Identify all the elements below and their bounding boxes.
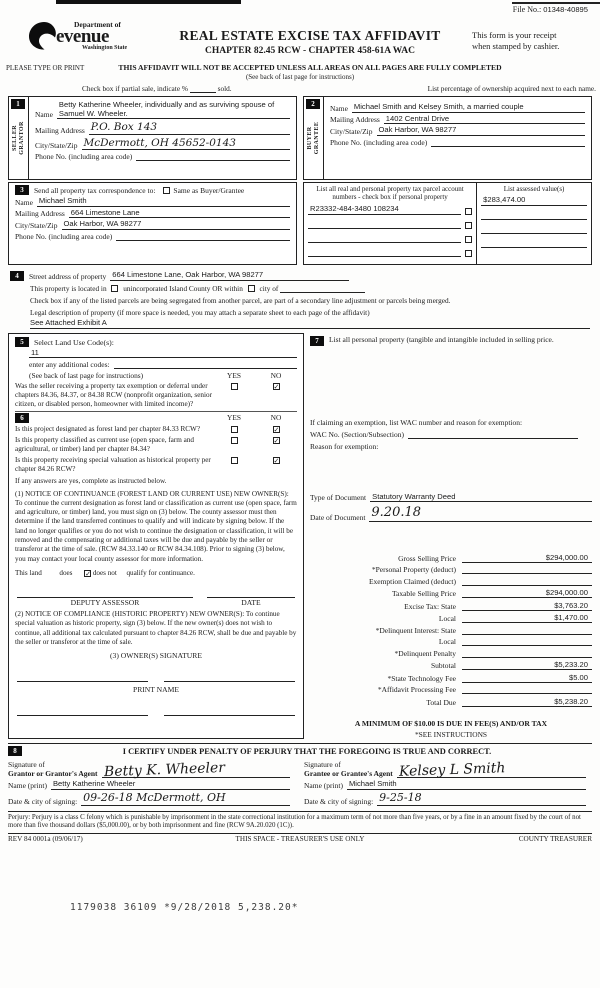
section-1-badge: 1 — [11, 99, 25, 109]
excise-tax-state[interactable]: $3,763.20 — [462, 601, 592, 611]
correspondence-citystatezip-field — [15, 220, 290, 230]
parcel-number-value[interactable]: R23332-484-3480 108234 — [308, 205, 461, 215]
grantee-print-label: Name (print) — [304, 780, 343, 790]
correspondence-name-field — [15, 197, 290, 207]
form-title: REAL ESTATE EXCISE TAX AFFIDAVIT — [179, 28, 441, 43]
assessed-value-row — [481, 196, 587, 206]
grantor-signature-value[interactable]: Betty K. Wheeler — [102, 763, 290, 778]
grantee-signature-label: Signature of Grantee or Grantee's Agent — [304, 760, 393, 779]
logo-state-text: Washington State — [82, 45, 128, 52]
mailing-label: Mailing Address — [15, 209, 65, 219]
name-label: Name — [35, 110, 53, 120]
logo-revenue-text: evenue — [56, 26, 109, 47]
doc-date-value[interactable]: 9.20.18 — [369, 506, 592, 522]
assessed-value[interactable]: $283,474.00 — [481, 196, 587, 206]
fee-row: Local — [310, 637, 592, 646]
additional-codes-label: enter any additional codes: — [29, 360, 110, 370]
street-address-label: Street address of property — [29, 271, 107, 281]
parcels-heading: List all real and personal property tax parcel account numbers - check box if personal property — [316, 185, 464, 202]
historical-no-checkbox[interactable]: ✓ — [273, 457, 280, 466]
correspondence-name-value[interactable]: Michael Smith — [37, 197, 290, 207]
file-number-label: File No.: — [512, 5, 542, 14]
fee-row: Local $1,470.00 — [310, 613, 592, 623]
correspondence-phone-field — [15, 232, 290, 241]
mailing-label: Mailing Address — [330, 115, 380, 125]
form-chapter: CHAPTER 82.45 RCW - CHAPTER 458-61A WAC — [205, 46, 415, 56]
seller-grantor-label: SELLER GRANTOR — [11, 121, 25, 155]
fee-row: *Affidavit Processing Fee — [310, 685, 592, 694]
certify-statement: I CERTIFY UNDER PENALTY OF PERJURY THAT THE FOREGOING IS TRUE AND CORRECT. — [122, 746, 492, 756]
no-header: NO — [270, 413, 282, 423]
buyer-grantee-label: BUYER GRANTEE — [306, 121, 320, 155]
owner-print-line-1[interactable] — [17, 704, 148, 716]
fee-row: Taxable Selling Price $294,000.00 — [310, 588, 592, 598]
fee-row: *Personal Property (deduct) — [310, 565, 592, 574]
current-use-yes-checkbox[interactable] — [231, 437, 238, 444]
section-5-badge: 5 — [15, 337, 29, 347]
seller-mailing-value[interactable]: P.O. Box 143 — [89, 121, 290, 134]
personal-property-checkbox[interactable] — [465, 250, 472, 257]
seller-citystatezip-value[interactable]: McDermott, OH 45652-0143 — [82, 137, 291, 150]
gross-selling-price[interactable]: $294,000.00 — [462, 553, 592, 563]
reason-exemption-label: Reason for exemption: — [310, 441, 379, 451]
deputy-assessor-signature-line[interactable] — [17, 586, 193, 598]
acceptance-warning: THIS AFFIDAVIT WILL NOT BE ACCEPTED UNLESS ALL AREAS ON ALL PAGES ARE FULLY COMPLETED — [118, 63, 502, 72]
fee-row: Subtotal $5,233.20 — [310, 660, 592, 670]
seller-phone-value[interactable] — [136, 152, 290, 161]
yes-header: YES — [227, 413, 241, 423]
forest-no-checkbox[interactable]: ✓ — [273, 426, 280, 435]
segregated-note: Check box if any of the listed parcels are being segregated from another parcel, are part of a secondary line adjustment or parcels being merged. — [30, 295, 451, 305]
see-back-note-2: (See back of last page for instructions) — [29, 371, 144, 381]
buyer-citystatezip-field — [330, 126, 585, 136]
certify-section — [8, 743, 592, 807]
unincorporated-checkbox[interactable] — [111, 285, 118, 292]
correspondence-mailing-field — [15, 209, 290, 219]
section-4-badge: 4 — [10, 271, 24, 281]
fee-row: *Delinquent Interest: State — [310, 626, 592, 635]
legal-description-label: Legal description of property (if more space is needed, you may attach a separate sheet to each page of the affidavit) — [30, 307, 370, 317]
grantor-signature-label: Signature of Grantor or Grantor's Agent — [8, 760, 98, 779]
notice-of-compliance: (2) NOTICE OF COMPLIANCE (HISTORIC PROPERTY) NEW OWNER(S): To continue special valuation as historic property, sign (3) below. If the new owner(s) does not wish to continue, all additional tax calculated pursuant to chapter 84.26 RCW, shall be due and payable by the seller or transferor at the time of sale. — [15, 610, 297, 647]
owners-signature-label: (3) OWNER(S) SIGNATURE — [110, 651, 202, 661]
additional-codes-value[interactable] — [114, 360, 297, 369]
logo-dept-text: Department of — [74, 20, 121, 29]
legal-description-value[interactable]: See Attached Exhibit A — [30, 318, 590, 329]
deputy-assessor-label: DEPUTY ASSESSOR — [70, 598, 140, 608]
land-use-box — [8, 333, 304, 740]
doc-type-value[interactable]: Statutory Warranty Deed — [370, 493, 592, 503]
correspondence-mailing-value[interactable]: 664 Limestone Lane — [69, 209, 290, 219]
name-label: Name — [330, 103, 348, 113]
state-technology-fee[interactable]: $5.00 — [462, 673, 592, 683]
same-as-buyer-label: Same as Buyer/Grantee — [173, 186, 245, 195]
owner-signature-line-1[interactable] — [17, 670, 148, 682]
assessed-heading: List assessed value(s) — [503, 185, 565, 193]
fee-row: Exemption Claimed (deduct) — [310, 577, 592, 586]
section-2-badge: 2 — [306, 99, 320, 109]
file-number — [513, 5, 588, 14]
city-name-field[interactable] — [280, 285, 365, 293]
parcel-row — [308, 248, 472, 257]
correspondence-phone-value[interactable] — [116, 232, 290, 241]
correspondence-heading: Send all property tax correspondence to: — [34, 186, 156, 195]
total-due[interactable]: $5,238.20 — [462, 697, 592, 707]
see-back-note: (See back of last page for instructions) — [245, 73, 355, 81]
seller-box — [8, 96, 297, 180]
cashier-stamp: 1179038 36109 *9/28/2018 5,238.20* — [70, 902, 299, 913]
forest-yes-checkbox[interactable] — [231, 426, 238, 433]
grantee-date-value[interactable]: 9-25-18 — [377, 792, 586, 806]
see-instructions-note: *SEE INSTRUCTIONS — [414, 730, 488, 740]
fee-row: Gross Selling Price $294,000.00 — [310, 553, 592, 563]
seller-citystatezip-field — [35, 137, 290, 150]
seller-mailing-field — [35, 121, 290, 134]
land-use-label: Select Land Use Code(s): — [34, 337, 114, 347]
grantor-date-label: Date & city of signing: — [8, 796, 78, 806]
buyer-mailing-value[interactable]: 1402 Central Drive — [384, 115, 585, 125]
wac-value[interactable] — [408, 430, 578, 439]
wac-label: WAC No. (Section/Subsection) — [310, 429, 404, 439]
correspondence-citystatezip-value[interactable]: Oak Harbor, WA 98277 — [62, 220, 291, 230]
fee-table — [310, 550, 592, 709]
partial-sale-percent-field[interactable] — [190, 85, 216, 93]
buyer-phone-field — [330, 138, 585, 147]
parcels-box — [303, 182, 592, 265]
perjury-note: Perjury: Perjury is a class C felony which is punishable by imprisonment in the state correctional institution for a maximum term of not more than five years, or by a fine in an amount fixed by the court of not more than five thousand dollars ($5,000.00), or by both imprisonment and fine (RCW 9A.20.020 (1C)). — [8, 811, 592, 834]
parcel-row — [308, 234, 472, 243]
treasurer-space-label: THIS SPACE - TREASURER'S USE ONLY — [235, 835, 365, 844]
same-as-buyer-checkbox[interactable] — [163, 187, 170, 194]
excise-tax-local[interactable]: $1,470.00 — [462, 613, 592, 623]
grantee-date-label: Date & city of signing: — [304, 796, 374, 806]
footer-row — [8, 833, 592, 843]
reason-blank-area[interactable] — [310, 451, 592, 491]
seller-phone-field — [35, 152, 290, 161]
form-rev-number: REV 84 0001a (09/06/17) — [8, 835, 83, 844]
citystatezip-label: City/State/Zip — [330, 127, 373, 137]
current-use-no-checkbox[interactable]: ✓ — [273, 437, 280, 446]
if-any-note: If any answers are yes, complete as instructed below. — [15, 477, 167, 486]
parcel-row — [308, 220, 472, 229]
property-section — [8, 265, 592, 331]
personal-property-heading: List all personal property (tangible and intangible included in selling price. — [329, 334, 554, 344]
located-in-row: This property is located in unincorporated Island County OR within city of — [30, 284, 590, 293]
city-checkbox[interactable] — [248, 285, 255, 292]
yes-header: YES — [227, 371, 241, 381]
section-6-badge: 6 — [15, 413, 29, 423]
historical-question-row: Is this property receiving special valuation as historical property per chapter 84.26 RCW? ✓ — [15, 456, 280, 474]
notice-of-continuance: (1) NOTICE OF CONTINUANCE (FOREST LAND OR CURRENT USE) NEW OWNER(S): To continue the current designation as forest land or classification as current use (open space, farm and agriculture, or timber) land, you must sign on (3) below. The county assessor must then determine if the land transferred continues to qualify and will indicate by signing below. If the land no longer qualifies or you do not wish to continue the designation or classification, it will be removed and the compensating or additional taxes will be due and payable by the seller or transferor at the time of sale. (RCW 84.33.140 or RCW 84.34.108). Prior to signing (3) below, you may contact your local county assessor for more information. — [15, 489, 297, 563]
seller-name-field — [35, 101, 290, 119]
phone-label: Phone No. (including area code) — [35, 151, 133, 161]
phone-label: Phone No. (including area code) — [15, 232, 113, 242]
personal-property-checkbox[interactable] — [465, 236, 472, 243]
exemption-question-row — [15, 382, 297, 409]
does-not-checkbox[interactable]: ✓ — [85, 569, 91, 578]
buyer-name-value[interactable]: Michael Smith and Kelsey Smith, a married couple — [352, 103, 585, 113]
fee-row: Excise Tax: State $3,763.20 — [310, 601, 592, 611]
name-label: Name — [15, 197, 33, 207]
partial-sale-note: Check box if partial sale, indicate % sold. — [82, 84, 232, 93]
fee-row: Total Due $5,238.20 — [310, 697, 592, 707]
correspondence-box — [8, 182, 297, 265]
no-header: NO — [270, 371, 282, 381]
date-label: DATE — [241, 598, 261, 608]
deputy-date-line[interactable] — [207, 586, 295, 598]
section-8-badge: 8 — [8, 746, 22, 756]
file-number-value: 01348-40895 — [543, 5, 588, 14]
buyer-citystatezip-value[interactable]: Oak Harbor, WA 98277 — [377, 126, 586, 136]
seller-name-value[interactable]: Betty Katherine Wheeler, individually and as surviving spouse of Samuel W. Wheeler. — [57, 101, 290, 119]
deputy-date-area — [207, 586, 295, 607]
buyer-mailing-field — [330, 115, 585, 125]
print-name-label: PRINT NAME — [132, 685, 180, 695]
qualify-row: This land does ✓ does not qualify for continuance. — [15, 568, 195, 578]
minimum-fee-note: A MINIMUM OF $10.00 IS DUE IN FEE(S) AND/OR TAX — [354, 719, 548, 729]
taxable-selling-price[interactable]: $294,000.00 — [462, 588, 592, 598]
personal-property-column — [304, 333, 592, 740]
buyer-box — [303, 96, 592, 180]
receipt-note: This form is your receipt when stamped by cashier. — [472, 30, 560, 51]
parcel-row — [308, 205, 472, 215]
buyer-phone-value[interactable] — [431, 138, 585, 147]
form-header — [0, 0, 600, 96]
buyer-name-field — [330, 103, 585, 113]
owner-print-line-2[interactable] — [164, 704, 295, 716]
correspondence-heading-row — [15, 185, 290, 195]
personal-property-blank-area[interactable] — [310, 346, 592, 418]
citystatezip-label: City/State/Zip — [35, 140, 78, 150]
historical-yes-checkbox[interactable] — [231, 457, 238, 464]
owner-signature-line-2[interactable] — [164, 670, 295, 682]
seller-sidecol — [9, 97, 29, 179]
section-7-badge: 7 — [310, 336, 324, 346]
dor-logo — [28, 20, 127, 51]
mailing-label: Mailing Address — [35, 125, 85, 135]
exemption-question: Was the seller receiving a property tax exemption or deferral under chapters 84.36, 84.37, or 84.38 RCW (nonprofit organization, senior citizen, or disabled person, homeowner with limited income)? — [15, 382, 212, 409]
grantee-print-value[interactable]: Michael Smith — [347, 780, 586, 790]
doc-type-label: Type of Document — [310, 493, 367, 503]
claiming-exemption-note: If claiming an exemption, list WAC number and reason for exemption: — [310, 417, 523, 427]
grantor-date-value[interactable]: 09-26-18 McDermott, OH — [81, 792, 290, 806]
exemption-no-checkbox[interactable]: ✓ — [273, 383, 280, 392]
forest-land-question-row: Is this project designated as forest land per chapter 84.33 RCW? ✓ — [15, 425, 280, 435]
grantee-signature-value[interactable]: Kelsey L Smith — [397, 763, 586, 778]
fee-row: *State Technology Fee $5.00 — [310, 673, 592, 683]
please-type-or-print: PLEASE TYPE OR PRINT — [6, 64, 85, 72]
ownership-note: List percentage of ownership acquired next to each name. — [427, 84, 596, 93]
county-treasurer-label: COUNTY TREASURER — [518, 835, 592, 844]
exemption-yes-checkbox[interactable] — [231, 383, 238, 390]
deputy-assessor-area — [17, 586, 193, 607]
personal-property-checkbox[interactable] — [465, 222, 472, 229]
grantor-print-value[interactable]: Betty Katherine Wheeler — [51, 780, 290, 790]
personal-property-checkbox[interactable] — [465, 208, 472, 215]
subtotal[interactable]: $5,233.20 — [462, 660, 592, 670]
fee-row: *Delinquent Penalty — [310, 649, 592, 658]
street-address-value[interactable]: 664 Limestone Lane, Oak Harbor, WA 98277 — [110, 271, 349, 281]
section-3-badge: 3 — [15, 185, 29, 195]
citystatezip-label: City/State/Zip — [15, 221, 58, 231]
current-use-question-row: Is this property classified as current use (open space, farm and agricultural, or timber) land per chapter 84.34? ✓ — [15, 436, 280, 454]
phone-label: Phone No. (including area code) — [330, 138, 428, 148]
doc-date-label: Date of Document — [310, 513, 366, 523]
grantor-print-label: Name (print) — [8, 780, 47, 790]
buyer-sidecol — [304, 97, 324, 179]
land-use-code-value[interactable]: 11 — [29, 349, 297, 359]
